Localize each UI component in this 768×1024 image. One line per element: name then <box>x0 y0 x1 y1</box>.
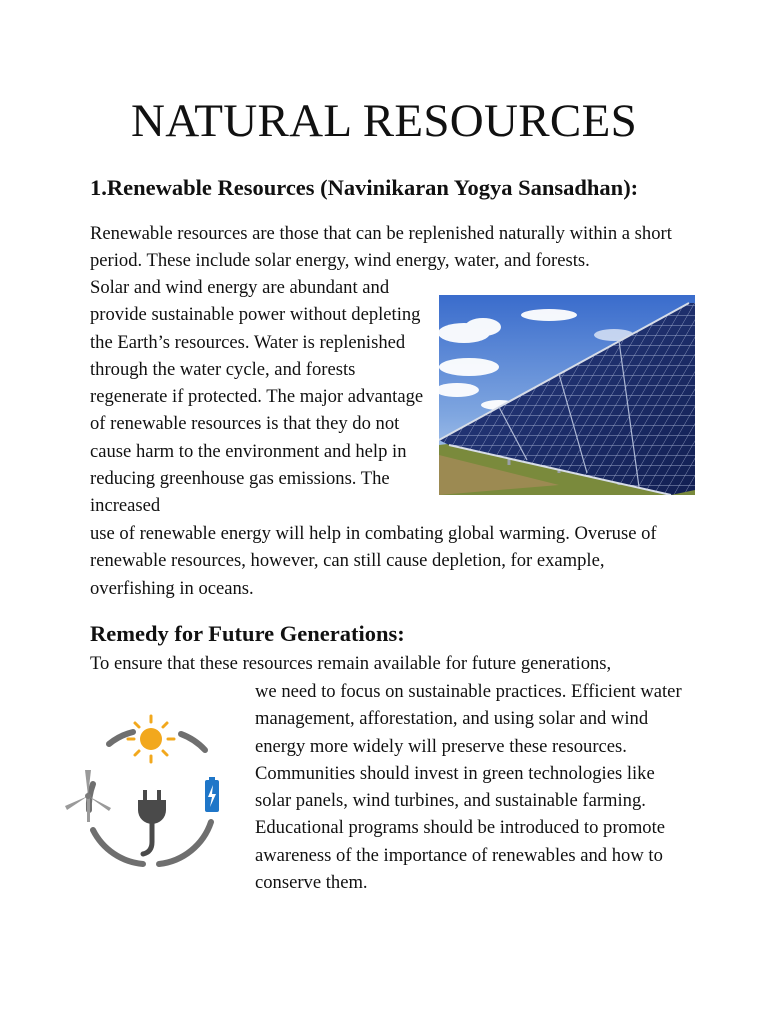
document-title: NATURAL RESOURCES <box>130 95 638 147</box>
paragraph-remedy-first-line: To ensure that these resources remain available for future generations, <box>90 653 612 674</box>
paragraph-after-photo: use of renewable energy will help in combating global warming. Overuse of renewable resources, however, can still cause depletion, for example, overfishing in oceans. <box>90 523 657 599</box>
paragraph-remedy-wrapped: we need to focus on sustainable practices. Efficient water management, afforestation, and using solar and wind energy more widely will preserve these resources. Communities should invest in green technologies like solar panels, wind turbines, and sustainable farming. Educational programs should be introduced to promote awareness of the importance of renewables and how to conserve them. <box>255 681 682 894</box>
paragraph-intro: Renewable resources are those that can be replenished naturally within a short period. These include solar energy, wind energy, water, and forests. <box>90 223 672 272</box>
paragraph-wrapped-beside-photo: Solar and wind energy are abundant and provide sustainable power without depleting the Earth’s resources. Water is replenished through the water cycle, and forests regenerate if protected. The major advantage of renewable resources is that they do not cause harm to the environment and help in reducing greenhouse gas emissions. The increased <box>90 277 424 517</box>
section-heading-renewable: 1.Renewable Resources (Navinikaran Yogya Sansadhan): <box>90 175 639 200</box>
renewable-energy-cycle-icon <box>63 712 231 874</box>
section-heading-remedy: Remedy for Future Generations: <box>90 621 405 646</box>
battery-icon <box>205 777 219 812</box>
plug-icon <box>138 790 166 854</box>
sun-icon <box>128 716 174 762</box>
solar-panels-photo <box>439 295 695 495</box>
wind-turbine-icon <box>65 770 111 822</box>
